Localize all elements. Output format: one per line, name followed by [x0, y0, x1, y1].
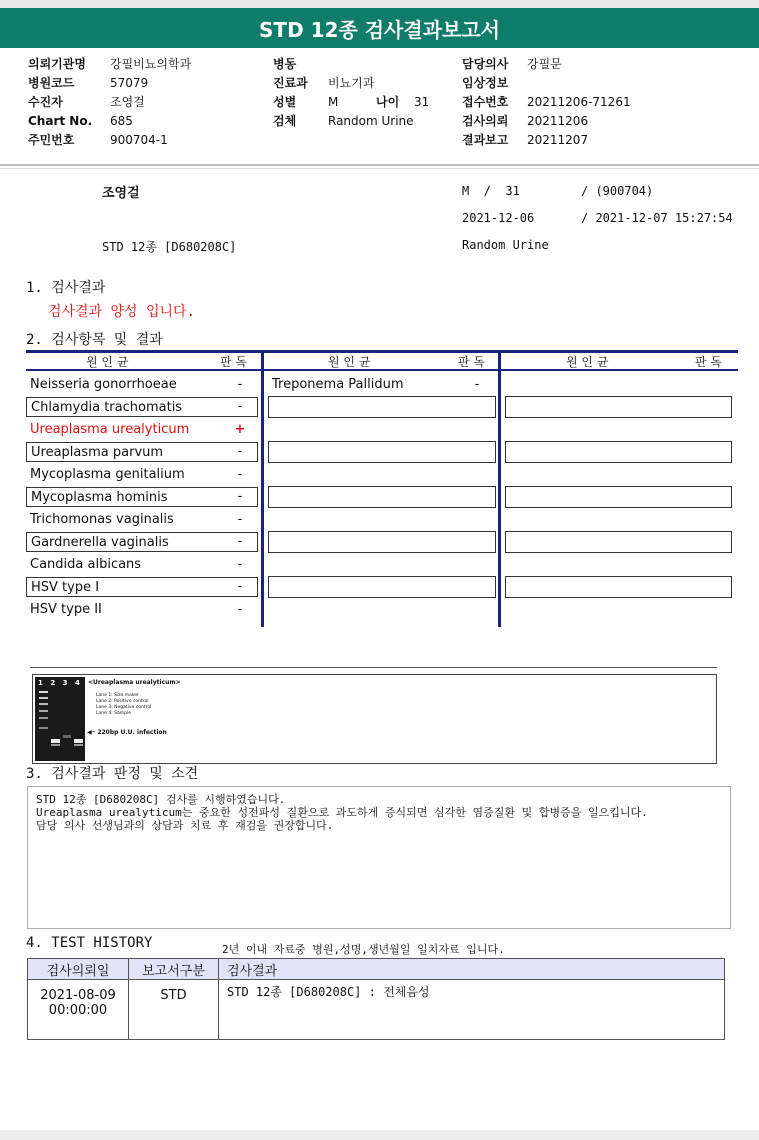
positive-result-text: 검사결과 양성 입니다.	[48, 304, 196, 320]
empty-result-box	[505, 486, 732, 508]
table-header-border	[26, 369, 738, 371]
organism-name: Chlamydia trachomatis	[26, 397, 258, 417]
patient-name: 조영걸	[102, 186, 140, 201]
patient-specimen: Random Urine	[462, 238, 549, 252]
column-separator	[498, 353, 501, 627]
organism-result: -	[237, 602, 243, 617]
col-header-result: 판 독	[458, 354, 485, 369]
history-note: 2년 이내 자료중 병원,성명,생년월일 일치자료 입니다.	[222, 943, 505, 956]
organism-name: Ureaplasma parvum	[26, 442, 258, 462]
gel-electrophoresis-image	[35, 677, 85, 761]
header-label: 임상정보	[462, 76, 509, 90]
section1-title: 1. 검사결과	[26, 280, 106, 296]
section4-title: 4. TEST HISTORY	[26, 935, 153, 951]
history-header-result: 검사결과	[219, 959, 725, 980]
organism-name: Mycoplasma hominis	[26, 487, 258, 507]
organism-result: -	[474, 377, 480, 392]
history-header-row	[28, 959, 725, 980]
empty-result-box	[268, 576, 496, 598]
history-date: 2021-08-09	[40, 988, 116, 1003]
organism-result-positive: +	[234, 422, 246, 437]
history-time: 00:00:00	[48, 1003, 108, 1018]
organism-result: -	[237, 399, 243, 414]
history-date-cell	[28, 980, 129, 1040]
gel-band-label-text: 220bp U.U. infection	[97, 729, 167, 736]
col-header-result: 판 독	[220, 354, 247, 369]
opinion-line: STD 12종 [D680208C] 검사를 시행하였습니다.	[36, 793, 286, 806]
organism-name: Treponema Pallidum	[272, 377, 404, 392]
age-value: 31	[414, 95, 430, 109]
col-header-organism: 원 인 균	[566, 354, 609, 369]
gel-bands	[35, 677, 85, 761]
header-col1	[28, 55, 191, 150]
header-label: 수진자	[28, 95, 63, 109]
header-label: 접수번호	[462, 95, 509, 109]
empty-result-box	[505, 576, 732, 598]
header-label: 병원코드	[28, 76, 75, 90]
organism-result: -	[237, 489, 243, 504]
gel-lane-number: 1	[38, 679, 43, 687]
gel-band-label	[87, 729, 167, 736]
gel-title: <Ureaplasma urealyticum>	[88, 679, 181, 686]
organism-name: Trichomonas vaginalis	[30, 512, 174, 527]
col-header-organism: 원 인 균	[328, 354, 371, 369]
header-value: 685	[110, 114, 133, 128]
header-value: Random Urine	[328, 114, 414, 128]
age-label: 나이	[376, 95, 400, 109]
gel-image-frame	[32, 674, 717, 764]
history-table	[27, 958, 725, 1040]
organism-name: HSV type II	[30, 602, 102, 617]
section3-title: 3. 검사결과 판정 및 소견	[26, 766, 199, 782]
header-value: 20211206-71261	[527, 95, 631, 109]
header-label: 검사의뢰	[462, 114, 509, 128]
gel-lane-numbers	[38, 679, 80, 687]
patient-datetime: / 2021-12-07 15:27:54	[581, 211, 733, 225]
organism-result: -	[237, 377, 243, 392]
header-label: 결과보고	[462, 133, 509, 147]
header-label: 병동	[273, 57, 297, 71]
organism-result: -	[237, 512, 243, 527]
header-value: 57079	[110, 76, 149, 90]
header-label: 성별	[273, 95, 297, 109]
header-label: 담당의사	[462, 57, 509, 71]
organism-result: -	[237, 534, 243, 549]
report-title	[0, 8, 759, 48]
table-top-border	[26, 350, 738, 353]
gel-legend	[96, 693, 151, 717]
organism-name: Mycoplasma genitalium	[30, 467, 185, 482]
arrow-left-icon: ◀─	[87, 729, 98, 736]
organism-result: -	[237, 579, 243, 594]
organism-result: -	[237, 557, 243, 572]
opinion-line: 담당 의사 선생님과의 상담과 치료 후 재검을 권장합니다.	[36, 819, 334, 832]
empty-result-box	[505, 441, 732, 463]
empty-result-box	[268, 396, 496, 418]
history-result-cell: STD 12종 [D680208C] : 전체음성	[219, 980, 725, 1040]
col-header-result: 판 독	[695, 354, 722, 369]
opinion-line: Ureaplasma urealyticum는 중요한 성전파성 질환으로 과도하게 증식되면 심각한 염증질환 및 합병증을 일으킵니다.	[36, 806, 648, 819]
header-label: Chart No.	[28, 114, 93, 128]
header-label: 진료과	[273, 76, 308, 90]
gel-lane-number: 2	[50, 679, 56, 687]
patient-test: STD 12종 [D680208C]	[102, 240, 237, 254]
organism-name-positive: Ureaplasma urealyticum	[30, 422, 190, 437]
history-header-type: 보고서구분	[129, 959, 219, 980]
section2-title: 2. 검사항목 및 결과	[26, 332, 163, 348]
organism-result: -	[237, 467, 243, 482]
header-col3	[462, 55, 631, 150]
organism-name: Candida albicans	[30, 557, 142, 572]
col-header-organism: 원 인 균	[86, 354, 129, 369]
header-value: 비뇨기과	[328, 76, 375, 90]
empty-result-box	[268, 531, 496, 553]
gel-lane-number: 3	[62, 679, 68, 687]
empty-result-box	[505, 531, 732, 553]
header-value: 900704-1	[110, 133, 168, 147]
header-value: 20211206	[527, 114, 589, 128]
patient-date: 2021-12-06	[462, 211, 535, 225]
gel-legend-item: Lane 1: Size maker	[96, 693, 139, 698]
header-divider	[0, 164, 759, 166]
header-label: 주민번호	[28, 133, 75, 147]
organism-name: Gardnerella vaginalis	[26, 532, 258, 552]
header-label: 검체	[273, 114, 297, 128]
history-type-cell: STD	[129, 980, 219, 1040]
patient-sex-age: M / 31	[462, 184, 520, 198]
header-divider-thin	[0, 168, 759, 169]
window-top-edge	[0, 0, 759, 8]
organism-name: Neisseria gonorrhoeae	[30, 377, 177, 392]
header-value: 강필문	[527, 57, 562, 71]
header-value: 조영걸	[110, 95, 145, 109]
gel-lane-number: 4	[74, 679, 80, 687]
report-title-text: STD 12종 검사결과보고서	[259, 17, 500, 42]
table-row	[28, 980, 725, 1040]
opinion-box	[27, 786, 731, 929]
header-value: M	[328, 95, 339, 109]
empty-result-box	[268, 441, 496, 463]
gel-legend-item: Lane 2: Positive control	[96, 699, 149, 704]
patient-id: / (900704)	[581, 184, 654, 198]
gel-divider	[30, 667, 717, 668]
organism-name: HSV type I	[26, 577, 258, 597]
header-label: 의뢰기관명	[28, 57, 86, 71]
window-bottom-edge	[0, 1130, 759, 1140]
header-col2	[273, 55, 429, 131]
gel-legend-item: Lane 3: Negative control	[96, 705, 152, 710]
history-header-date: 검사의뢰일	[28, 959, 129, 980]
gel-legend-item: Lane 4: Sample	[96, 711, 131, 716]
column-separator	[261, 353, 264, 627]
header-value: 20211207	[527, 133, 589, 147]
empty-result-box	[505, 396, 732, 418]
header-value: 강필비뇨의학과	[110, 57, 192, 71]
organism-result: -	[237, 444, 243, 459]
empty-result-box	[268, 486, 496, 508]
